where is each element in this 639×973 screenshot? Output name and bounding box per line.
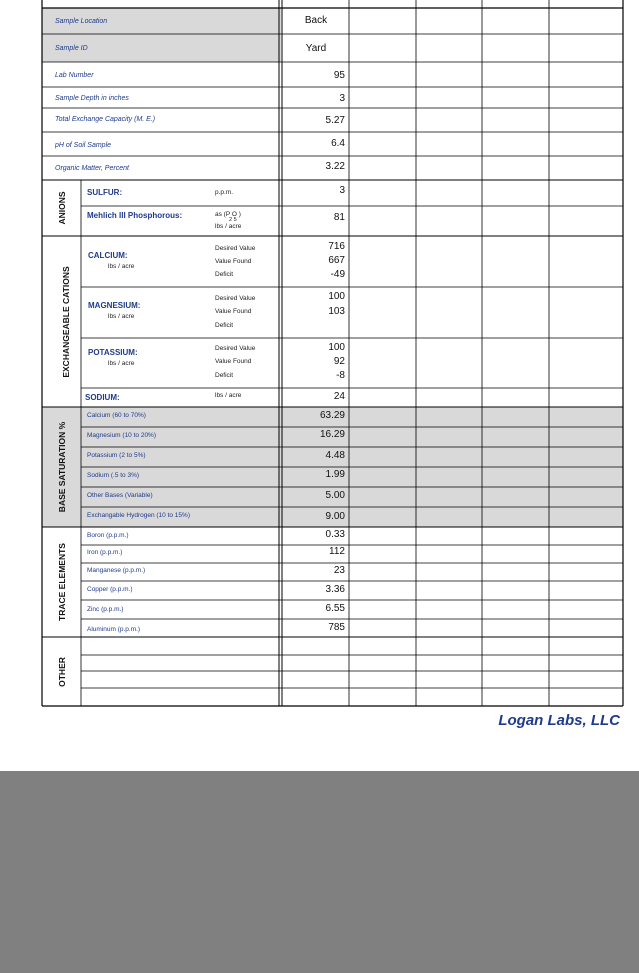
sulfur-value: 3 [339, 185, 345, 196]
ph-value: 6.4 [331, 138, 345, 149]
bs-other-value: 5.00 [325, 490, 345, 501]
tec-label: Total Exchange Capacity (M. E.) [55, 116, 156, 123]
potassium-deficit-label: Deficit [215, 372, 234, 379]
potassium-deficit-value: -8 [336, 370, 345, 381]
potassium-found-value: 92 [333, 356, 345, 367]
sodium-label: SODIUM: [85, 393, 120, 402]
te-iron-label: Iron (p.p.m.) [87, 549, 123, 556]
sample-id-value: Yard [305, 43, 327, 54]
te-zinc-label: Zinc (p.p.m.) [87, 606, 124, 613]
sample-depth-label: Sample Depth in inches [55, 95, 129, 102]
magnesium-unit: lbs / acre [108, 313, 135, 320]
te-zinc-value: 6.55 [325, 603, 345, 614]
te-aluminum-label: Aluminum (p.p.m.) [87, 626, 141, 633]
te-copper-value: 3.36 [325, 584, 345, 595]
phosphorous-label: Mehlich III Phosphorous: [87, 211, 183, 220]
trace-elements-section-label: TRACE ELEMENTS [57, 543, 67, 621]
cations-section-label: EXCHANGEABLE CATIONS [61, 266, 71, 378]
te-aluminum-value: 785 [328, 622, 345, 633]
bs-potassium-label: Potassium (2 to 5%) [87, 452, 146, 459]
calcium-desired-label: Desired Value [215, 245, 256, 252]
te-boron-value: 0.33 [325, 529, 345, 540]
bs-sodium-label: Sodium (.5 to 3%) [87, 472, 140, 479]
organic-matter-label: Organic Matter, Percent [55, 165, 129, 172]
sample-location-value: Back [304, 15, 328, 26]
lab-number-label: Lab Number [55, 72, 94, 79]
other-section-label: OTHER [57, 657, 67, 687]
calcium-unit: lbs / acre [108, 263, 135, 270]
sample-id-label: Sample ID [55, 45, 88, 52]
bs-potassium-value: 4.48 [325, 450, 345, 461]
organic-matter-value: 3.22 [325, 161, 345, 172]
base-saturation-section-label: BASE SATURATION % [57, 421, 67, 513]
phosphorous-unit: as (P O ) [215, 211, 241, 218]
bs-hydrogen-label: Exchangable Hydrogen (10 to 15%) [87, 512, 190, 519]
sample-location-label: Sample Location [55, 18, 108, 25]
bs-hydrogen-value: 9.00 [325, 511, 345, 522]
sodium-unit: lbs / acre [215, 392, 242, 399]
calcium-found-value: 667 [328, 255, 345, 266]
magnesium-desired-label: Desired Value [215, 295, 256, 302]
sample-depth-value: 3 [339, 93, 345, 104]
bs-calcium-value: 63.29 [319, 410, 345, 421]
bs-magnesium-value: 16.29 [319, 429, 345, 440]
potassium-found-label: Value Found [215, 358, 252, 365]
calcium-deficit-label: Deficit [215, 271, 234, 278]
ph-label: pH of Soil Sample [55, 142, 112, 149]
potassium-unit: lbs / acre [108, 360, 135, 367]
bs-sodium-value: 1.99 [325, 469, 345, 480]
company-name: Logan Labs, LLC [498, 712, 620, 729]
magnesium-desired-value: 100 [328, 291, 345, 302]
magnesium-label: MAGNESIUM: [88, 301, 141, 310]
magnesium-found-value: 103 [328, 306, 345, 317]
magnesium-found-label: Value Found [215, 308, 252, 315]
magnesium-deficit-label: Deficit [215, 322, 234, 329]
te-copper-label: Copper (p.p.m.) [87, 586, 133, 593]
calcium-desired-value: 716 [328, 241, 345, 252]
lab-number-value: 95 [333, 70, 345, 81]
potassium-label: POTASSIUM: [88, 348, 138, 357]
phosphorous-value: 81 [333, 212, 345, 223]
calcium-found-label: Value Found [215, 258, 252, 265]
te-manganese-label: Manganese (p.p.m.) [87, 567, 146, 574]
anions-section-label: ANIONS [57, 191, 67, 225]
calcium-deficit-value: -49 [330, 269, 345, 280]
potassium-desired-label: Desired Value [215, 345, 256, 352]
te-iron-value: 112 [329, 546, 345, 557]
bs-other-label: Other Bases (Variable) [87, 492, 153, 499]
bs-calcium-label: Calcium (60 to 70%) [87, 412, 146, 419]
phosphorous-subscript: 2 5 [229, 217, 237, 223]
calcium-label: CALCIUM: [88, 251, 128, 260]
tec-value: 5.27 [325, 115, 345, 126]
sulfur-label: SULFUR: [87, 188, 123, 197]
te-boron-label: Boron (p.p.m.) [87, 532, 129, 539]
phosphorous-unit-2: lbs / acre [215, 223, 242, 230]
sulfur-unit: p.p.m. [215, 189, 234, 196]
sodium-value: 24 [333, 391, 345, 402]
bs-magnesium-label: Magnesium (10 to 20%) [87, 432, 157, 439]
potassium-desired-value: 100 [328, 342, 345, 353]
te-manganese-value: 23 [333, 565, 345, 576]
